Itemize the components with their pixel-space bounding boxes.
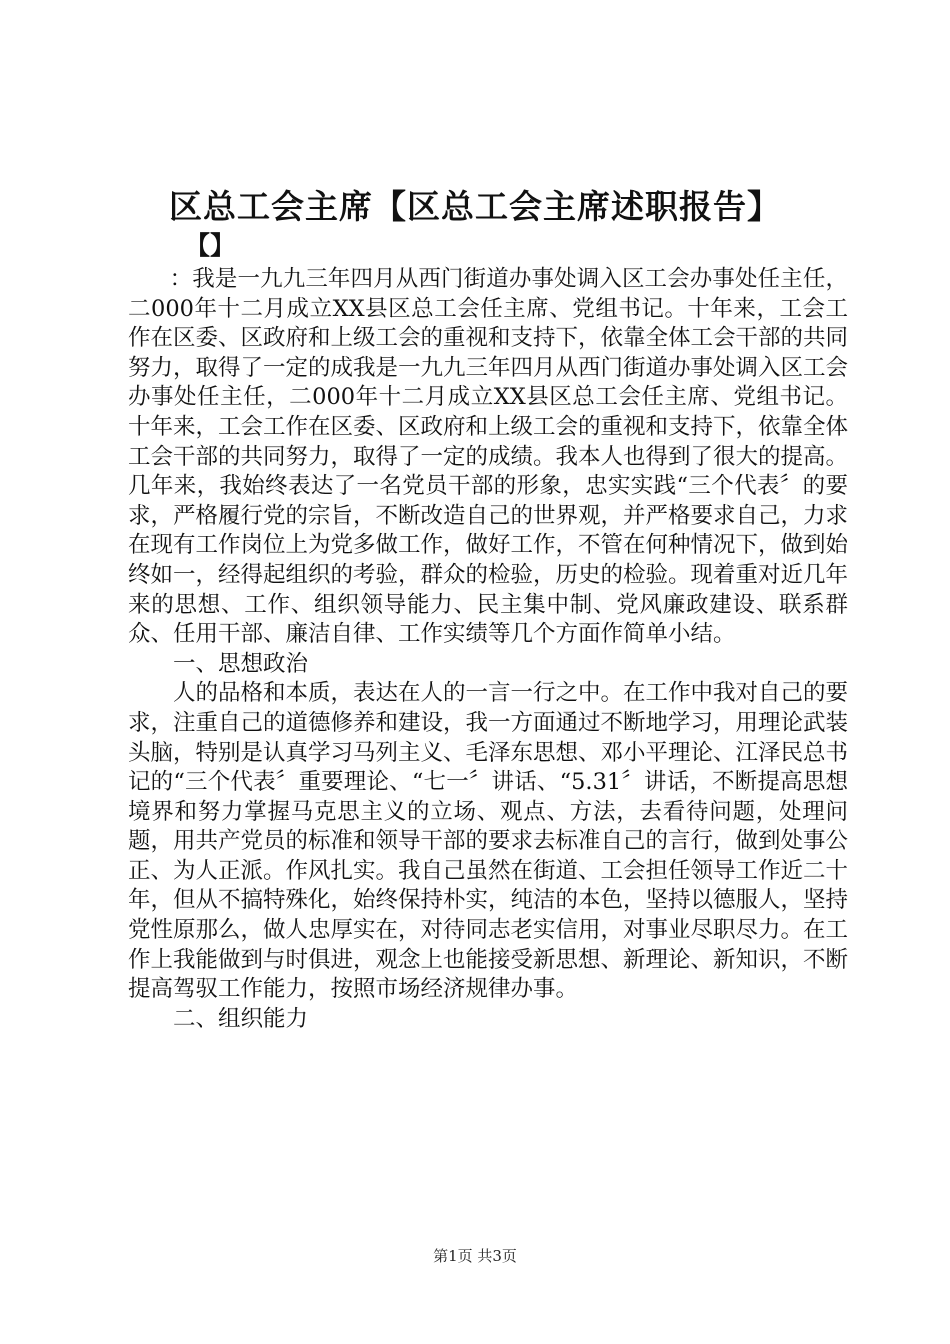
document-title: 区总工会主席【区总工会主席述职报告】	[169, 187, 781, 226]
document-body	[128, 265, 848, 1034]
paragraph-intro: ：我是一九九三年四月从西门街道办事处调入区工会办事处任主任，二000年十二月成立XX县区总工会任主席、党组书记。十年来，工会工作在区委、区政府和上级工会的重视和支持下，依靠全体工会干部的共同努力，取得了一定的成我是一九九三年四月从西门街道办事处调入区工会办事处任主任，二000年十二月成立XX县区总工会任主席、党组书记。十年来，工会工作在区委、区政府和上级工会的重视和支持下，依靠全体工会干部的共同努力，取得了一定的成绩。我本人也得到了很大的提高。几年来，我始终表达了一名党员干部的形象，忠实实践“三个代表〞的要求，严格履行党的宗旨，不断改造自己的世界观，并严格要求自己，力求在现有工作岗位上为党多做工作，做好工作，不管在何种情况下，做到始终如一，经得起组织的考验，群众的检验，历史的检验。现着重对近几年来的思想、工作、组织领导能力、民主集中制、党风廉政建设、联系群众、任用干部、廉洁自律、工作实绩等几个方面作简单小结。	[128, 266, 849, 648]
document-subtitle: 【】	[185, 231, 236, 260]
section-heading-ideology: 一、思想政治	[173, 650, 309, 677]
paragraph-ideology: 人的品格和本质，表达在人的一言一行之中。在工作中我对自己的要求，注重自己的道德修养和建设，我一方面通过不断地学习，用理论武装头脑，特别是认真学习马列主义、毛泽东思想、邓小平理论、江泽民总书记的“三个代表〞重要理论、“七一〞讲话、“5.31〞讲话，不断提高思想境界和努力掌握马克思主义的立场、观点、方法，去看待问题，处理问题，用共产党员的标准和领导干部的要求去标准自己的言行，做到处事公正、为人正派。作风扎实。我自己虽然在街道、工会担任领导工作近二十年，但从不搞特殊化，始终保持朴实，纯洁的本色，坚持以德服人，坚持党性原那么，做人忠厚实在，对待同志老实信用，对事业尽职尽力。在工作上我能做到与时俱进，观念上也能接受新思想、新理论、新知识，不断提高驾驭工作能力，按照市场经济规律办事。	[128, 680, 849, 1003]
section-heading-organization: 二、组织能力	[173, 1005, 309, 1032]
page-number: 第1页 共3页	[433, 1247, 517, 1265]
